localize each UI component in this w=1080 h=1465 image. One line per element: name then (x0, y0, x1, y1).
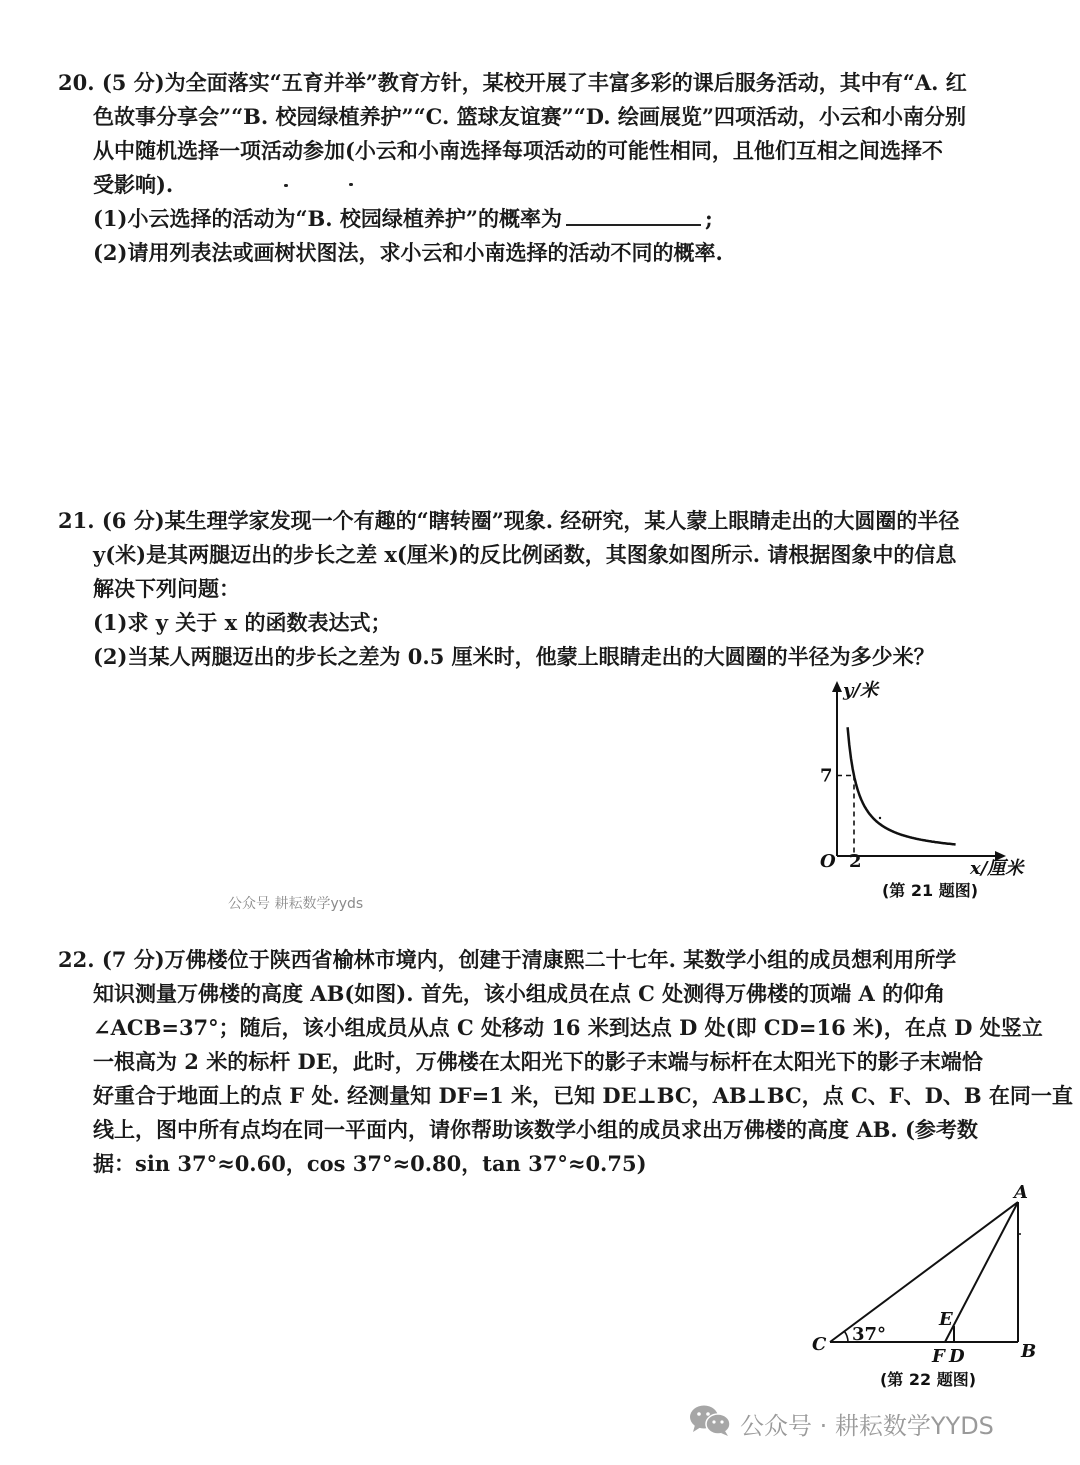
figure-22-caption: (第 22 题图) (879, 1370, 977, 1389)
q22-line-4: 一根高为 2 米的标杆 DE，此时，万佛楼在太阳光下的影子末端与标杆在太阳光下的影子末端恰 (93, 1049, 983, 1074)
q22-line-1: 22. (7 分)万佛楼位于陕西省榆林市境内，创建于清康熙二十七年. 某数学小组的成员想利用所学 (58, 947, 957, 972)
q20-line-2: 色故事分享会”“B. 校园绿植养护”“C. 篮球友谊赛”“D. 绘画展览”四项活动，小云和小南分别 (93, 104, 966, 129)
figure-21-caption: (第 21 题图) (881, 881, 979, 900)
q22-line-3: ∠ACB=37°；随后，该小组成员从点 C 处移动 16 米到达点 D 处(即 CD=16 米)，在点 D 处竖立 (93, 1015, 1043, 1040)
label-F: F (932, 1346, 945, 1367)
figure-22 (808, 1180, 1048, 1395)
stray-dot (1019, 1233, 1021, 1235)
y-tick-label: 7 (820, 765, 833, 787)
q21-line-1: 21. (6 分)某生理学家发现一个有趣的“瞎转圈”现象. 经研究，某人蒙上眼睛走出的大圆圈的半径 (58, 508, 960, 533)
x-axis-label: x/厘米 (970, 858, 1024, 879)
q20-part-2: (2)请用列表法或画树状图法，求小云和小南选择的活动不同的概率. (93, 240, 723, 265)
angle-label: 37° (852, 1324, 887, 1345)
question-22 (58, 943, 1073, 1181)
angle-arc (845, 1332, 849, 1343)
triangle-diagram (808, 1180, 1048, 1365)
wechat-icon (688, 1403, 732, 1443)
question-20 (58, 66, 1038, 270)
q21-line-3: 解决下列问题： (93, 576, 240, 601)
y-axis-arrow (832, 681, 842, 692)
watermark-text-small: 公众号 耕耘数学yyds (228, 896, 364, 912)
stray-dot (879, 817, 881, 819)
watermark-text-large: 公众号 · 耕耘数学YYDS (740, 1411, 994, 1440)
q21-part-1: (1)求 y 关于 x 的函数表达式； (93, 610, 392, 635)
q20-line-4: 受影响). (93, 172, 174, 197)
label-E: E (939, 1309, 953, 1330)
stray-mark (349, 183, 353, 186)
stray-mark (284, 184, 288, 187)
label-A: A (1014, 1182, 1028, 1203)
x-tick-label: 2 (849, 851, 862, 872)
watermark-large (688, 1403, 994, 1443)
segment-CA (830, 1202, 1018, 1342)
q20-line-3: 从中随机选择一项活动参加(小云和小南选择每项活动的可能性相同，且他们互相之间选择不 (93, 138, 943, 163)
q22-line-5: 好重合于地面上的点 F 处. 经测量知 DF=1 米，已知 DE⊥BC，AB⊥BC，点 C、F、D、B 在同一直 (93, 1083, 1073, 1108)
label-D: D (949, 1346, 965, 1367)
q21-part-2: (2)当某人两腿迈出的步长之差为 0.5 厘米时，他蒙上眼睛走出的大圆圈的半径为多少米？ (93, 644, 935, 669)
q21-line-2: y(米)是其两腿迈出的步长之差 x(厘米)的反比例函数，其图象如图所示. 请根据图象中的信息 (93, 542, 957, 567)
q22-line-7: 据：sin 37°≈0.60，cos 37°≈0.80，tan 37°≈0.75) (93, 1151, 647, 1176)
q22-line-6: 线上，图中所有点均在同一平面内，请你帮助该数学小组的成员求出万佛楼的高度 AB. (参考数 (93, 1117, 978, 1142)
q20-part-1-text: (1)小云选择的活动为“B. 校园绿植养护”的概率为 (93, 206, 563, 231)
segment-FA (945, 1202, 1018, 1342)
hyperbola-curve (848, 727, 956, 844)
y-axis-label: y/米 (843, 680, 879, 701)
inverse-function-graph (810, 676, 1050, 879)
figure-21 (810, 676, 1050, 906)
question-21 (58, 504, 1038, 674)
label-B: B (1021, 1341, 1037, 1362)
origin-label: O (820, 851, 836, 872)
label-C: C (812, 1334, 827, 1355)
answer-blank[interactable] (566, 204, 701, 226)
q20-part-1 (58, 202, 1038, 236)
q20-part-1-end: ; (705, 206, 713, 231)
q22-line-2: 知识测量万佛楼的高度 AB(如图). 首先，该小组成员在点 C 处测得万佛楼的顶端 A 的仰角 (93, 981, 946, 1006)
q20-line-1: 20. (5 分)为全面落实“五育并举”教育方针，某校开展了丰富多彩的课后服务活动，其中有“A. 红 (58, 70, 967, 95)
